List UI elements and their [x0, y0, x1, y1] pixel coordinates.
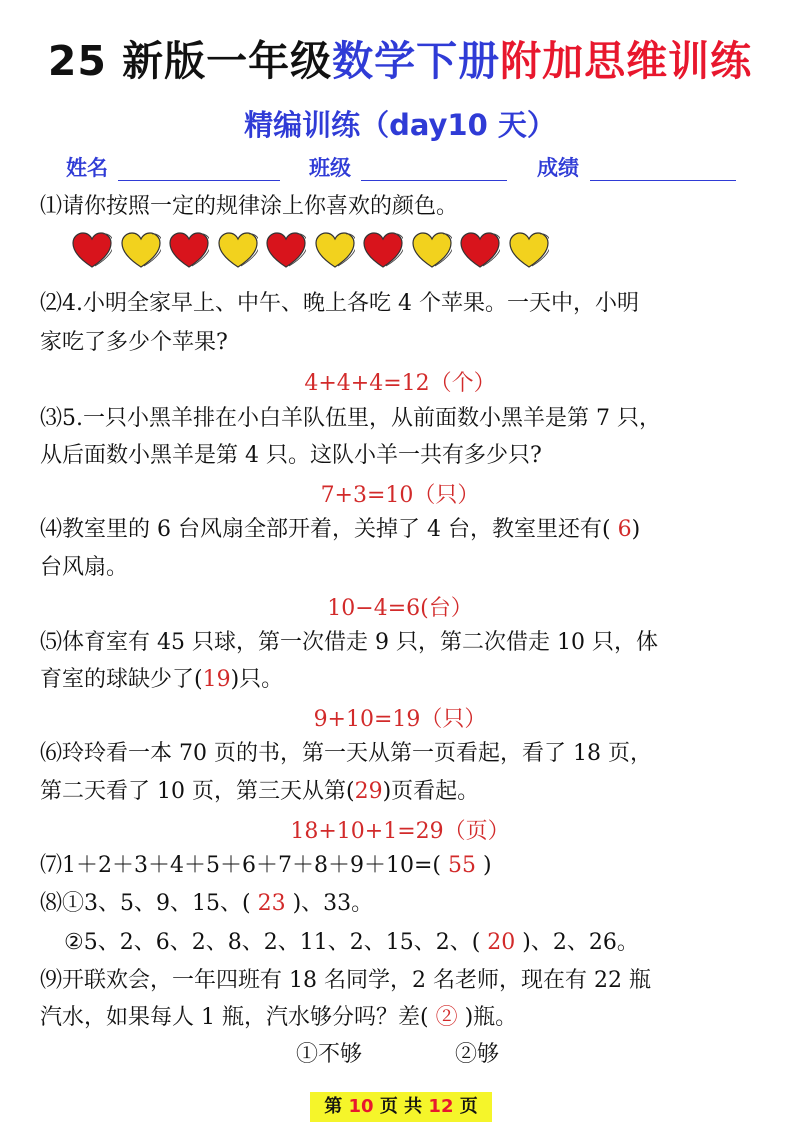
answer-6: 18+10+1=29（页） — [290, 819, 510, 844]
question-6-close: )页看起。 — [382, 779, 480, 804]
question-9-option-2: ②够 — [455, 1042, 500, 1067]
footer-suffix: 页 — [459, 1096, 478, 1117]
current-page: 10 — [348, 1096, 374, 1117]
question-7-blank: 55 — [448, 853, 476, 878]
question-8-blank-2: 20 — [487, 930, 516, 955]
question-4-blank: 6 — [617, 517, 632, 542]
question-9-close: )瓶。 — [464, 1005, 518, 1030]
class-field[interactable] — [361, 180, 507, 181]
score-label: 成绩 — [537, 156, 579, 180]
yellow-heart-icon — [121, 232, 161, 270]
question-5-blank: 19 — [202, 667, 231, 692]
question-6-text: 第二天看了 10 页，第三天从第( — [40, 779, 355, 804]
question-4-close: ) — [631, 517, 641, 542]
title-part-grade: 25 新版一年级 — [47, 37, 333, 85]
question-8-text-1: ⑻①3、5、9、15、( — [40, 891, 251, 916]
question-7-text: ⑺1＋2＋3＋4＋5＋6＋7＋8＋9＋10=( — [40, 853, 441, 878]
question-8-text-2: ②5、2、6、2、8、2、11、2、15、2、( — [64, 930, 481, 955]
question-5-close: )只。 — [230, 667, 284, 692]
footer-mid: 页 共 — [379, 1096, 423, 1117]
red-heart-icon — [266, 232, 306, 270]
question-8-tail-1: )、33。 — [292, 891, 374, 916]
page-number-badge — [310, 1092, 492, 1122]
score-field[interactable] — [590, 180, 736, 181]
question-6-line-1: ⑹玲玲看一本 70 页的书，第一天从第一页看起，看了 18 页， — [40, 741, 652, 766]
question-6-blank: 29 — [354, 779, 383, 804]
footer-prefix: 第 — [324, 1096, 343, 1117]
question-8-line-2 — [64, 924, 789, 962]
question-7-close: ) — [483, 853, 492, 878]
question-2-line-2: 家吃了多少个苹果? — [40, 330, 228, 355]
class-label: 班级 — [309, 156, 351, 180]
question-3-line-1: ⑶5.一只小黑羊排在小白羊队伍里，从前面数小黑羊是第 7 只， — [40, 406, 661, 431]
title-part-topic: 附加思维训练 — [500, 37, 753, 85]
heart-pattern — [72, 232, 592, 272]
question-8-blank-1: 23 — [257, 891, 286, 916]
question-9-text: 汽水，如果每人 1 瓶，汽水够分吗？差( — [40, 1005, 429, 1030]
yellow-heart-icon — [412, 232, 452, 270]
red-heart-icon — [72, 232, 112, 270]
yellow-heart-icon — [509, 232, 549, 270]
subtitle: 精编训练（day10 天） — [244, 108, 556, 142]
question-9-line-2 — [40, 999, 765, 1037]
red-heart-icon — [363, 232, 403, 270]
question-9-option-1: ①不够 — [296, 1042, 363, 1067]
yellow-heart-icon — [315, 232, 355, 270]
question-5-text: 育室的球缺少了( — [40, 667, 203, 692]
title-part-subject: 数学下册 — [332, 37, 501, 85]
question-3-line-2: 从后面数小黑羊是第 4 只。这队小羊一共有多少只? — [40, 443, 542, 468]
question-4-text: ⑷教室里的 6 台风扇全部开着，关掉了 4 台，教室里还有( — [40, 517, 611, 542]
question-8-tail-2: )、2、26。 — [522, 930, 639, 955]
question-1: ⑴请你按照一定的规律涂上你喜欢的颜色。 — [40, 194, 459, 219]
page-title — [0, 28, 800, 87]
question-6-line-2 — [40, 773, 765, 811]
answer-3: 7+3=10（只） — [320, 483, 480, 508]
yellow-heart-icon — [218, 232, 258, 270]
answer-2: 4+4+4=12（个） — [304, 371, 496, 396]
question-9-blank: ② — [435, 1005, 458, 1030]
red-heart-icon — [460, 232, 500, 270]
answer-4: 10−4=6(台） — [327, 596, 473, 621]
total-pages: 12 — [428, 1096, 454, 1117]
student-info-row — [0, 152, 800, 186]
question-4-line-1 — [40, 511, 765, 549]
name-label: 姓名 — [66, 156, 108, 180]
question-4-line-2: 台风扇。 — [40, 555, 129, 580]
red-heart-icon — [169, 232, 209, 270]
question-7 — [40, 847, 765, 885]
question-5-line-2 — [40, 661, 765, 699]
name-field[interactable] — [118, 180, 280, 181]
question-2-line-1: ⑵4.小明全家早上、中午、晚上各吃 4 个苹果。一天中，小明 — [40, 291, 639, 316]
question-5-line-1: ⑸体育室有 45 只球，第一次借走 9 只，第二次借走 10 只，体 — [40, 630, 658, 655]
question-9-line-1: ⑼开联欢会，一年四班有 18 名同学，2 名老师，现在有 22 瓶 — [40, 968, 651, 993]
answer-5: 9+10=19（只） — [313, 707, 487, 732]
question-8-line-1 — [40, 885, 765, 923]
